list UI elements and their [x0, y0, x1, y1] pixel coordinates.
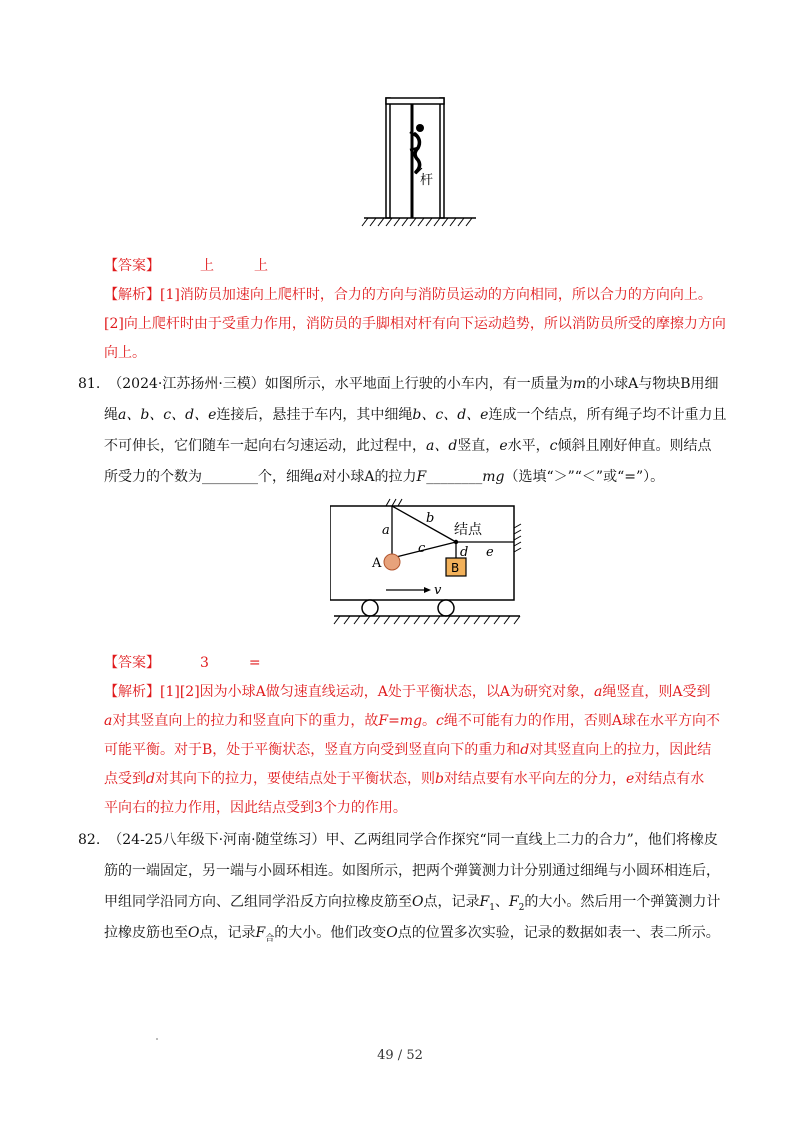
question-81-line-2: 绳a、b、c、d、e连接后，悬挂于车内，其中细绳b、c、d、e连成一个结点，所有绳子均不计重力且	[104, 407, 727, 423]
label-d: d	[460, 545, 469, 560]
label-B: B	[451, 561, 460, 575]
speck	[156, 1038, 158, 1040]
question-81-line-3: 不可伸长，它们随车一起向右匀速运动，此过程中，a、d竖直，e水平，c倾斜且刚好伸直。则结点	[104, 438, 712, 454]
question-number: 82.	[78, 832, 101, 848]
label-c: c	[418, 541, 426, 556]
explanation-2-line-4: 点受到d对其向下的拉力，要使结点处于平衡状态，则b对结点要有水平向左的分力，e对结点有水	[104, 771, 705, 787]
page-number: 49 / 52	[377, 1048, 423, 1063]
answer-tag: 【答案】	[104, 655, 160, 671]
label-a: a	[382, 523, 390, 538]
car-figure	[330, 498, 530, 630]
pole-climbing-figure	[360, 92, 480, 232]
question-82-line-3: 甲组同学沿同方向、乙组同学沿反方向拉橡皮筋至O点，记录$F_1$、$F_2$的大小。然后用一个弹簧测力计	[104, 894, 721, 913]
answer-tag: 【答案】	[104, 258, 160, 274]
question-number: 81.	[78, 376, 101, 392]
explanation-tag: 【解析】	[104, 287, 160, 303]
wheel-left	[362, 600, 378, 616]
ball-a	[384, 554, 400, 570]
explanation-tag: 【解析】	[104, 684, 160, 700]
ground-hatch	[362, 218, 472, 226]
pole-label: 杆	[420, 173, 434, 188]
explanation-1-line-1: 【解析】[1]消防员加速向上爬杆时，合力的方向与消防员运动的方向相同，所以合力的方向向上。	[104, 287, 712, 303]
explanation-2-line-5: 平向右的拉力作用，因此结点受到3个力的作用。	[104, 800, 407, 816]
label-v: v	[434, 583, 442, 598]
velocity-arrow-icon	[386, 587, 431, 593]
explanation-2-line-2: a对其竖直向上的拉力和竖直向下的重力，故F=mg。c绳不可能有力的作用，否则A球在水平方向不	[104, 713, 720, 729]
answer-1	[104, 256, 268, 276]
answer-value-2: 上	[254, 258, 268, 274]
question-82-line-4: 拉橡皮筋也至O点，记录$F_合$的大小。他们改变O点的位置多次实验，记录的数据如表一、表二所示。	[104, 925, 720, 944]
rope-b	[392, 506, 456, 542]
explanation-1-line-2: [2]向上爬杆时由于受重力作用，消防员的手脚相对杆有向下运动趋势，所以消防员所受的摩擦力方向	[104, 316, 726, 332]
explanation-2-line-3: 可能平衡。对于B，处于平衡状态，竖直方向受到竖直向下的重力和d对其竖直向上的拉力，因此结	[104, 742, 712, 758]
answer-value-2: =	[248, 655, 261, 671]
answer-2	[104, 653, 261, 673]
question-82-line-1: 82. （24-25八年级下·河南·随堂练习）甲、乙两组同学合作探究“同一直线上二力的合力”，他们将橡皮	[78, 832, 718, 848]
label-b: b	[426, 511, 435, 526]
wheel-right	[438, 600, 454, 616]
question-81-line-4: 所受力的个数为________个，细绳a对小球A的拉力F________mg（选填“＞”“＜”或“=”）。	[104, 469, 665, 485]
question-81-line-1: 81. （2024·江苏扬州·三模）如图所示，水平地面上行驶的小车内，有一质量为m的小球A与物块B用细	[78, 376, 719, 392]
ceiling-hatch	[386, 499, 402, 506]
wall-hatch	[514, 524, 521, 552]
frame-top-bar	[386, 98, 444, 104]
explanation-2-line-1: 【解析】[1][2]因为小球A做匀速直线运动，A处于平衡状态，以A为研究对象，a绳竖直，则A受到	[104, 684, 711, 700]
frame-right-post	[440, 98, 444, 218]
answer-value-1: 3	[200, 655, 209, 671]
frame-left-post	[386, 98, 390, 218]
label-e: e	[486, 545, 494, 560]
question-82-line-2: 筋的一端固定，另一端与小圆环相连。如图所示，把两个弹簧测力计分别通过细绳与小圆环相连后，	[104, 863, 720, 879]
explanation-1-line-3: 向上。	[104, 345, 146, 361]
answer-value-1: 上	[200, 258, 214, 274]
label-knot: 结点	[454, 522, 482, 538]
knot-point	[454, 540, 458, 544]
label-A: A	[372, 556, 382, 571]
ground-hatch	[334, 616, 520, 624]
